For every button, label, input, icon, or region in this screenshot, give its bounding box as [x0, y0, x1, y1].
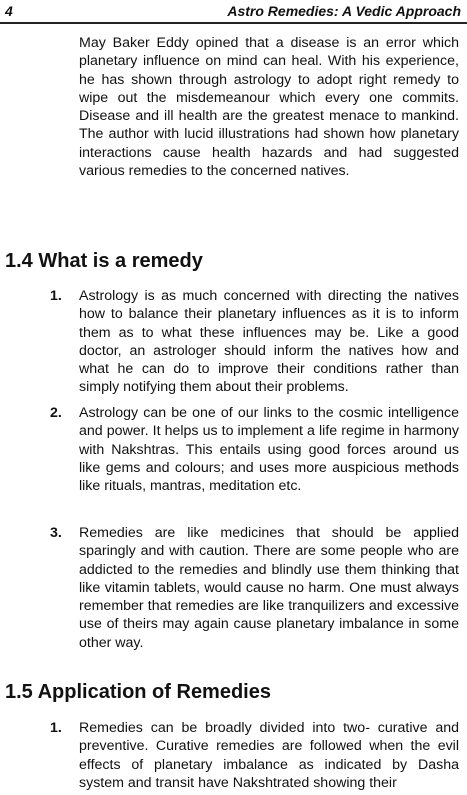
- page-number: 4: [5, 3, 13, 19]
- list-item-number: 3.: [50, 525, 62, 541]
- list-item-text: Astrology can be one of our links to the cosmic intelligence and power. It helps us to implement a life regime in harmony with Nakshtras. This entails using good forces around us like gems and colours; and uses more auspicious methods like rituals, mantras, meditation etc.: [79, 405, 459, 495]
- section-heading-1-5: 1.5 Application of Remedies: [5, 681, 271, 703]
- list-item-number: 2.: [50, 405, 62, 421]
- intro-paragraph: May Baker Eddy opined that a disease is an error which planetary influence on mind can heal. With his experience, he has shown through astrology to adopt right remedy to wipe out the misdemeanour which every one commits. Disease and ill health are the greatest menace to mankind. The author with lucid illustrations had shown how planetary interactions cause health hazards and had suggested various remedies to the concerned natives.: [79, 35, 459, 180]
- list-item-number: 1.: [50, 720, 62, 736]
- list-item-text: Remedies can be broadly divided into two- curative and preventive. Curative remedies are followed when the evil effects of planetary imbalance as indicated by Dasha system and transit have Nakshtrated showing their: [79, 720, 459, 791]
- list-item-text: Remedies are like medicines that should be applied sparingly and with caution. There are some people who are addicted to the remedies and blindly use them thinking that like vitamin tablets, would cause no harm. One must always remember that remedies are like tranquilizers and excessive use of theirs may again cause planetary imbalance in some other way.: [79, 525, 459, 651]
- list-item-text: Astrology is as much concerned with directing the natives how to balance their planetary influences as it is to inform them as to what these influences may be. Like a good doctor, an astrologer should inform the natives how and what he can do to improve their conditions rather than simply notifying them about their problems.: [79, 288, 459, 396]
- page-header: [0, 0, 467, 24]
- list-item-number: 1.: [50, 288, 62, 304]
- section-heading-1-4: 1.4 What is a remedy: [5, 250, 203, 272]
- running-title: Astro Remedies: A Vedic Approach: [227, 3, 461, 19]
